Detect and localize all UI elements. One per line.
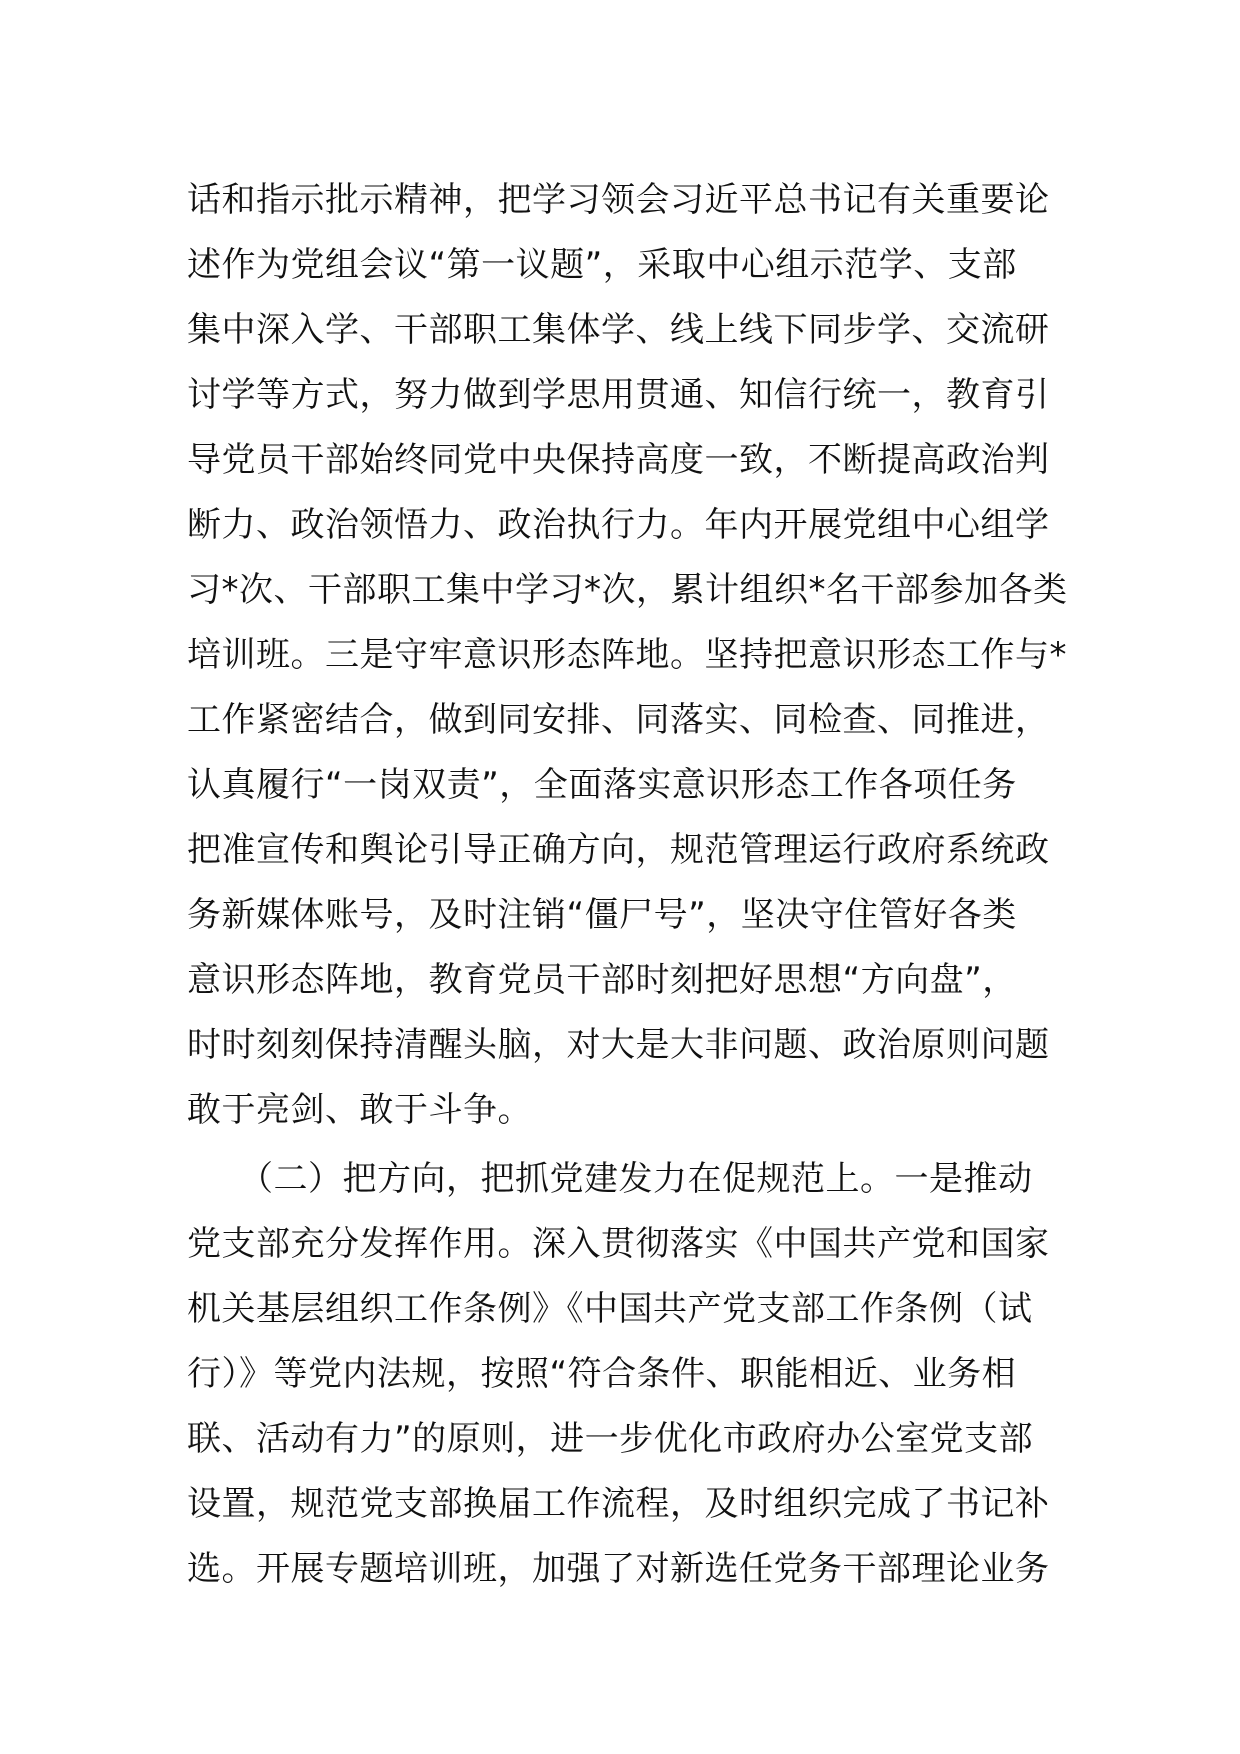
text-line: 话和指示批示精神，把学习领会习近平总书记有关重要论 bbox=[187, 180, 1050, 220]
text-line: 认真履行“一岗双责”，全面落实意识形态工作各项任务 bbox=[187, 765, 1017, 805]
text-line: 讨学等方式，努力做到学思用贯通、知信行统一，教育引 bbox=[187, 375, 1050, 415]
text-line: 行）》等党内法规，按照“符合条件、职能相近、业务相 bbox=[187, 1354, 1017, 1394]
text-line: 断力、政治领悟力、政治执行力。年内开展党组中心组学 bbox=[187, 505, 1050, 545]
text-line: 意识形态阵地，教育党员干部时刻把好思想“方向盘”， bbox=[187, 960, 1017, 1000]
text-line: 述作为党组会议“第一议题”，采取中心组示范学、支部 bbox=[187, 245, 1017, 285]
text-line: 党支部充分发挥作用。深入贯彻落实《中国共产党和国家 bbox=[187, 1224, 1050, 1264]
text-line: 联、活动有力”的原则，进一步优化市政府办公室党支部 bbox=[187, 1419, 1034, 1459]
text-line: 工作紧密结合，做到同安排、同落实、同检查、同推进， bbox=[187, 700, 1050, 740]
text-line: 敢于亮剑、敢于斗争。 bbox=[187, 1090, 532, 1130]
text-line: 务新媒体账号，及时注销“僵尸号”，坚决守住管好各类 bbox=[187, 895, 1017, 935]
text-line: 习*次、干部职工集中学习*次，累计组织*名干部参加各类 bbox=[187, 570, 1068, 610]
paragraph-heading-line: （二）把方向，把抓党建发力在促规范上。一是推动 bbox=[187, 1159, 1033, 1199]
document-body bbox=[187, 168, 1067, 1602]
text-line: 集中深入学、干部职工集体学、线上线下同步学、交流研 bbox=[187, 310, 1050, 350]
text-line: 培训班。三是守牢意识形态阵地。坚持把意识形态工作与* bbox=[187, 635, 1067, 675]
text-line: 导党员干部始终同党中央保持高度一致，不断提高政治判 bbox=[187, 440, 1050, 480]
text-line: 机关基层组织工作条例》《中国共产党支部工作条例（试 bbox=[187, 1289, 1033, 1329]
text-line: 设置，规范党支部换届工作流程，及时组织完成了书记补 bbox=[187, 1484, 1050, 1524]
text-line: 选。开展专题培训班，加强了对新选任党务干部理论业务 bbox=[187, 1549, 1050, 1589]
text-line: 把准宣传和舆论引导正确方向，规范管理运行政府系统政 bbox=[187, 830, 1050, 870]
text-line: 时时刻刻保持清醒头脑，对大是大非问题、政治原则问题 bbox=[187, 1025, 1050, 1065]
